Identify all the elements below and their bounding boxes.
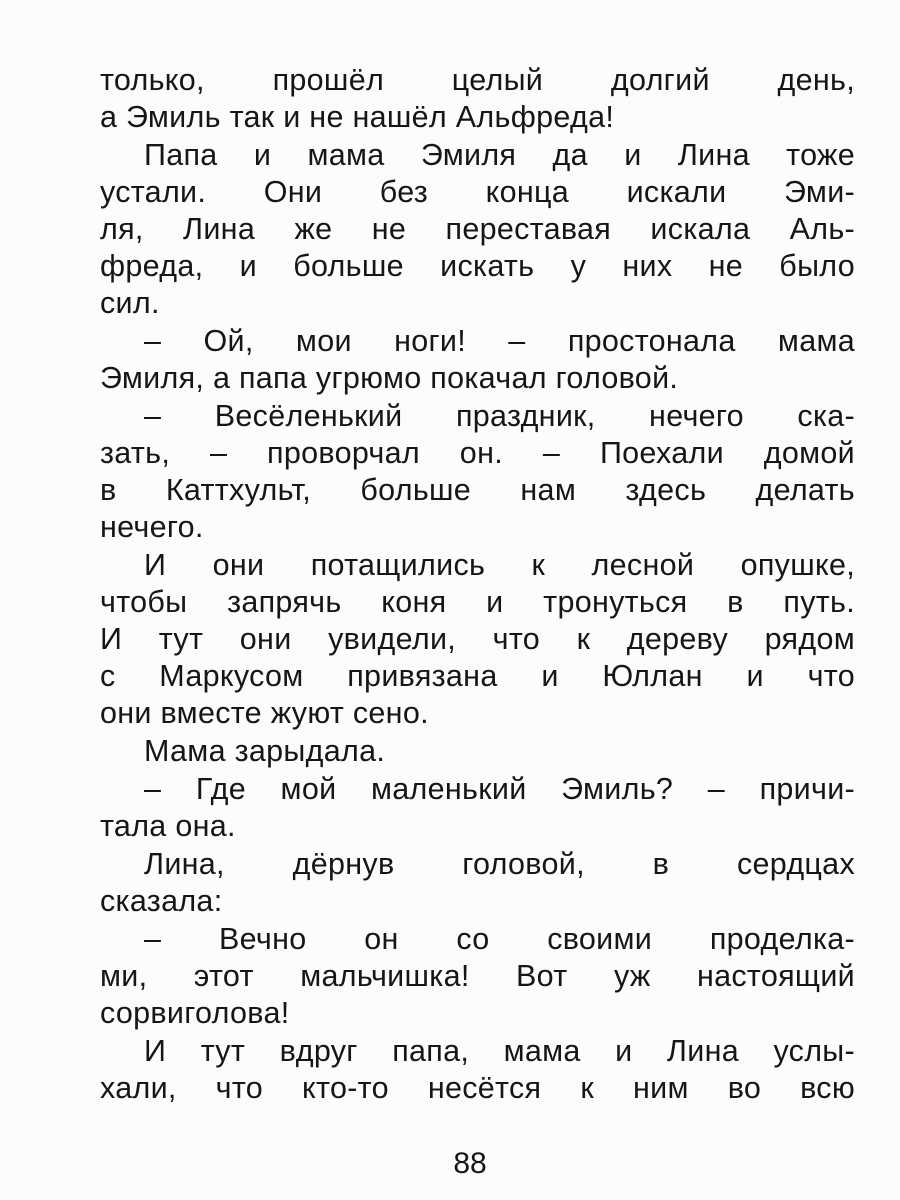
text-line: – Вечно он со своими проделка- xyxy=(144,922,855,956)
text-line: устали. Они без конца искали Эми- xyxy=(100,175,855,209)
text-line: фреда, и больше искать у них не было xyxy=(100,249,855,283)
text-line: сил. xyxy=(100,286,160,320)
text-line: Лина, дёрнув головой, в сердцах xyxy=(144,847,855,881)
text-line: с Маркусом привязана и Юллан и что xyxy=(100,659,855,693)
text-line: И тут вдруг папа, мама и Лина услы- xyxy=(144,1034,855,1068)
text-line: – Весёленький праздник, нечего ска- xyxy=(144,399,855,433)
text-line: ми, этот мальчишка! Вот уж настоящий xyxy=(100,959,855,993)
text-line: в Каттхульт, больше нам здесь делать xyxy=(100,473,855,507)
text-line: зать, – проворчал он. – Поехали домой xyxy=(100,436,855,470)
text-line: чтобы запрячь коня и тронуться в путь. xyxy=(100,585,855,619)
text-line: хали, что кто-то несётся к ним во всю xyxy=(100,1071,855,1105)
text-line: сказала: xyxy=(100,884,223,918)
page-body-text xyxy=(100,62,855,1107)
text-line: Эмиля, а папа угрюмо покачал головой. xyxy=(100,361,679,395)
page-number: 88 xyxy=(453,1147,487,1180)
text-line: тала она. xyxy=(100,809,236,843)
text-line: – Ой, мои ноги! – простонала мама xyxy=(144,324,855,358)
text-line: Папа и мама Эмиля да и Лина тоже xyxy=(144,138,855,172)
text-line: И они потащились к лесной опушке, xyxy=(144,548,855,582)
text-line: сорвиголова! xyxy=(100,996,290,1030)
text-line: Мама зарыдала. xyxy=(144,734,386,768)
text-line: а Эмиль так и не нашёл Альфреда! xyxy=(100,100,615,134)
text-line: нечего. xyxy=(100,510,204,544)
text-line: И тут они увидели, что к дереву рядом xyxy=(100,622,855,656)
text-line: только, прошёл целый долгий день, xyxy=(100,63,855,97)
text-line: они вместе жуют сено. xyxy=(100,696,429,730)
text-line: ля, Лина же не переставая искала Аль- xyxy=(100,212,855,246)
text-line: – Где мой маленький Эмиль? – причи- xyxy=(144,772,855,806)
